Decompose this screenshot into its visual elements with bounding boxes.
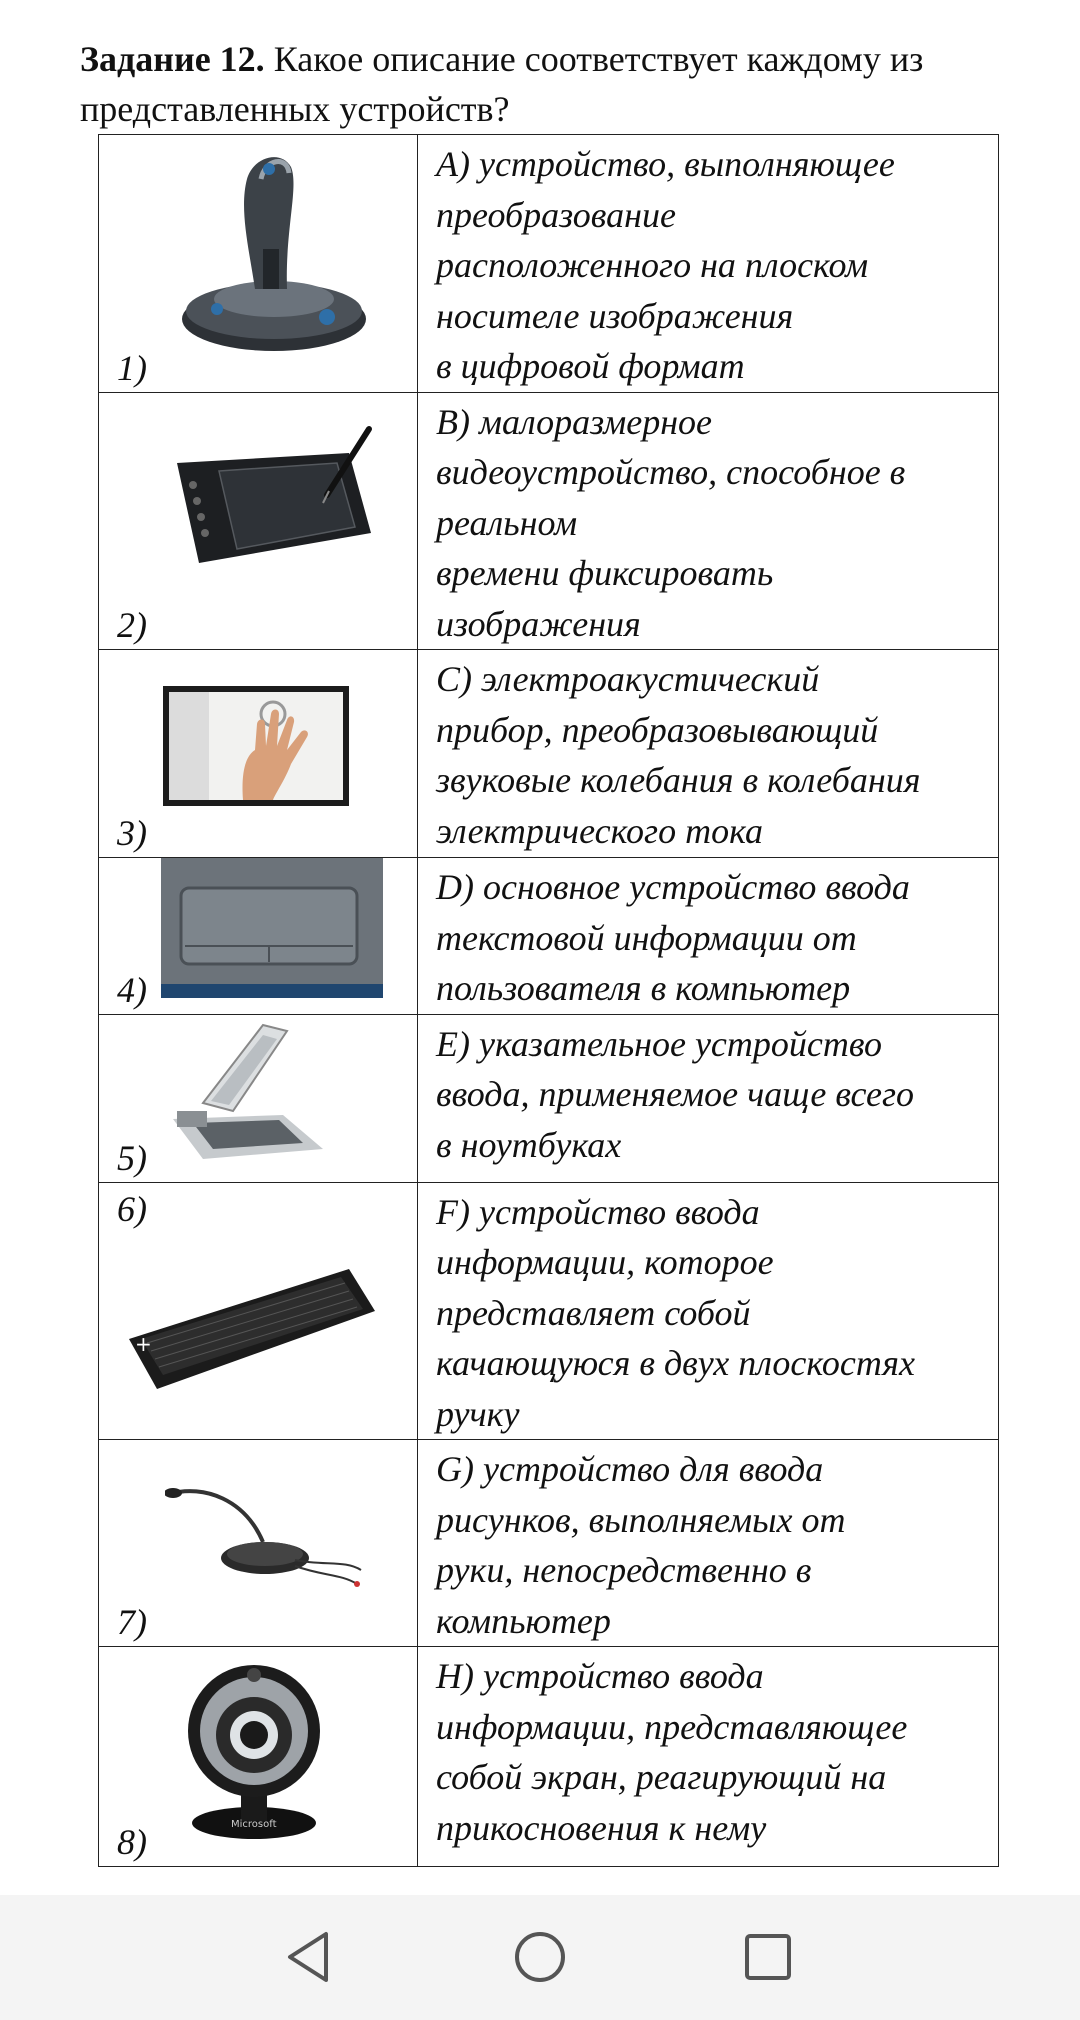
row-number: 5) <box>117 1137 147 1178</box>
device-description: В) малоразмерное видеоустройство, способное в реальном времени фиксировать изображения <box>436 401 906 644</box>
table-row <box>99 650 999 858</box>
joystick-image <box>169 139 369 359</box>
task-heading <box>80 34 1020 134</box>
table-row <box>99 1647 999 1867</box>
svg-text:+: + <box>135 1331 152 1356</box>
description-cell <box>418 135 999 393</box>
image-cell <box>99 650 418 858</box>
row-number: 3) <box>117 813 147 853</box>
devices-table <box>98 134 999 1867</box>
row-number: 4) <box>117 969 147 1010</box>
recents-button[interactable] <box>736 1925 800 1989</box>
row-number: 8) <box>117 1822 147 1862</box>
table-row <box>99 858 999 1015</box>
device-description: F) устройство ввода информации, которое представляет собой качающуюся в двух плоскостях ручку <box>436 1191 915 1434</box>
recents-square-icon <box>742 1931 794 1983</box>
touchscreen-image <box>161 684 351 814</box>
image-cell <box>99 1647 418 1867</box>
row-number: 6) <box>117 1188 147 1229</box>
scanner-image <box>163 1019 333 1169</box>
row-number: 7) <box>117 1602 147 1642</box>
microphone-image <box>165 1480 365 1590</box>
table-row <box>99 135 999 393</box>
description-cell <box>418 858 999 1015</box>
svg-text:Microsoft: Microsoft <box>231 1819 277 1830</box>
description-cell <box>418 392 999 650</box>
description-cell <box>418 650 999 858</box>
device-description: Е) указательное устройство ввода, применяемое чаще всего в ноутбуках <box>436 1023 915 1165</box>
device-description: Н) устройство ввода информации, представляющее собой экран, реагирующий на прикосновения к нему <box>436 1656 908 1848</box>
description-cell <box>418 1647 999 1867</box>
back-button[interactable] <box>276 1925 340 1989</box>
device-description: С) электроакустический прибор, преобразовывающий звуковые колебания в колебания электрического тока <box>436 659 921 851</box>
system-navigation-bar <box>0 1895 1080 2020</box>
image-cell <box>99 1014 418 1182</box>
image-cell <box>99 1440 418 1647</box>
home-button[interactable] <box>508 1925 572 1989</box>
description-cell <box>418 1014 999 1182</box>
keyboard-image <box>127 1239 377 1399</box>
home-circle-icon <box>512 1929 568 1985</box>
row-number: 1) <box>117 347 147 388</box>
webcam-image <box>179 1655 329 1845</box>
table-row <box>99 1014 999 1182</box>
device-description: А) устройство, выполняющее преобразование расположенного на плоском носителе изображения в цифровой формат <box>436 144 895 386</box>
description-cell <box>418 1440 999 1647</box>
table-row <box>99 1440 999 1647</box>
task-question: Какое описание соответствует каждому из представленных устройств? <box>80 39 924 129</box>
image-cell <box>99 1182 418 1440</box>
image-cell <box>99 392 418 650</box>
graphics-tablet-image <box>159 423 384 573</box>
row-number: 2) <box>117 605 147 645</box>
image-cell <box>99 858 418 1015</box>
back-triangle-icon <box>284 1930 332 1984</box>
device-description: G) устройство для ввода рисунков, выполняемых от руки, непосредственно в компьютер <box>436 1449 846 1641</box>
table-row <box>99 1182 999 1440</box>
device-description: D) основное устройство ввода текстовой информации от пользователя в компьютер <box>436 867 910 1008</box>
table-row <box>99 392 999 650</box>
task-number: Задание 12. <box>80 39 265 79</box>
touchpad-image <box>161 858 383 998</box>
description-cell <box>418 1182 999 1440</box>
image-cell <box>99 135 418 393</box>
